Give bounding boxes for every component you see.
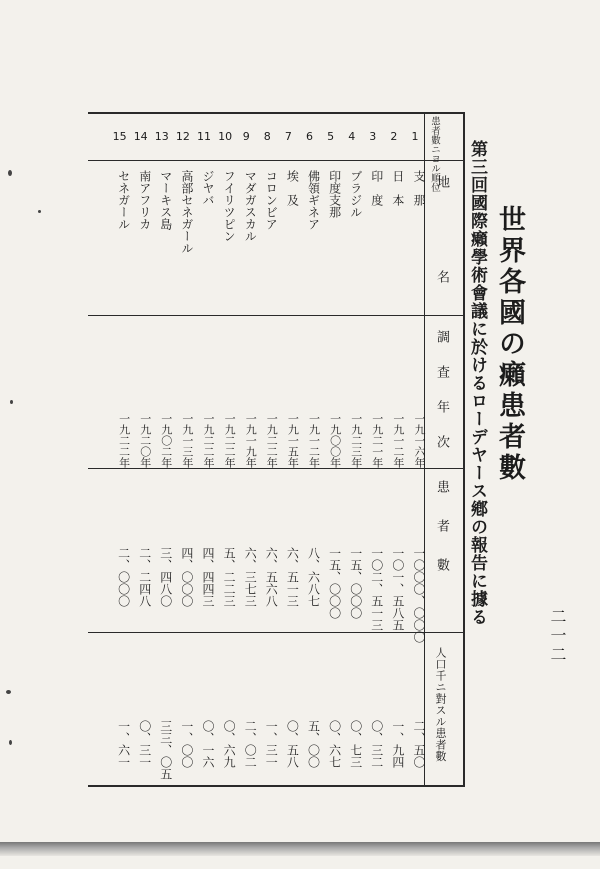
row-location: 印度支那 <box>327 170 342 218</box>
row-divider-2 <box>88 315 464 316</box>
row-patients: 一〇一、五八五 <box>390 547 405 631</box>
row-rank: 2 <box>390 130 398 143</box>
table-top-rule <box>88 112 464 114</box>
header-location: 地名 <box>434 175 449 365</box>
ink-speck <box>9 740 12 745</box>
row-survey-year: 一九一二年 <box>391 413 405 468</box>
row-location: マダガスカル <box>243 170 258 242</box>
row-location: フイリツピン <box>222 170 237 242</box>
row-ratio: 〇、三二 <box>369 720 384 768</box>
row-patients: 二、二四八 <box>137 547 152 607</box>
row-ratio: 一、三一 <box>264 720 279 768</box>
row-location: 南アフリカ <box>137 170 152 230</box>
row-patients: 四、四四三 <box>201 547 215 607</box>
row-patients: 八、六八七 <box>306 547 321 607</box>
row-survey-year: 一九〇二年 <box>159 413 173 468</box>
row-ratio: 二、〇二 <box>243 720 258 768</box>
table-right-rule <box>463 112 465 787</box>
header-ratio: 人口千ニ對スル患者數 <box>434 647 447 762</box>
page-title: 世界各國の癩患者數 <box>494 205 525 484</box>
row-survey-year: 一九二二年 <box>265 413 279 468</box>
row-rank: 3 <box>369 130 377 143</box>
ink-speck <box>8 170 12 176</box>
row-rank: 14 <box>133 130 148 143</box>
row-survey-year: 一九二二年 <box>202 413 215 468</box>
row-divider-3 <box>88 468 464 469</box>
row-location: ブラジル <box>348 170 363 218</box>
row-survey-year: 一九二〇年 <box>138 413 152 468</box>
row-survey-year: 一九〇〇年 <box>328 413 342 468</box>
row-survey-year: 一九二一年 <box>370 413 384 468</box>
row-ratio: 〇、六七 <box>327 720 342 768</box>
row-ratio: 〇、六九 <box>222 720 237 768</box>
row-rank: 1 <box>411 130 419 143</box>
row-location: 印 度 <box>369 170 384 206</box>
row-location: セネガール <box>116 170 131 230</box>
row-ratio: 一、六一 <box>116 720 131 768</box>
page-subtitle: 第三回國際癩學術會議に於けるローデヤース鄕の報告に據る <box>467 140 487 626</box>
row-survey-year: 一九一九年 <box>244 413 258 468</box>
page-edge-shadow <box>0 842 600 856</box>
row-survey-year: 一九一三年 <box>180 413 194 468</box>
row-survey-year: 一九二二年 <box>223 413 237 468</box>
row-patients: 一五、〇〇〇 <box>327 547 342 619</box>
row-rank: 6 <box>306 130 313 143</box>
ink-speck <box>6 690 11 694</box>
row-survey-year: 一九二二年 <box>117 413 131 468</box>
row-location: 埃 及 <box>285 170 300 206</box>
row-location: 支 那 <box>412 170 426 206</box>
row-rank: 5 <box>327 130 335 143</box>
row-rank: 4 <box>348 130 356 143</box>
row-location: マーキス島 <box>158 170 173 230</box>
row-divider-1 <box>88 160 464 161</box>
row-patients: 六、三七三 <box>243 547 258 607</box>
row-patients: 五、二二三 <box>222 547 237 607</box>
row-patients: 四、〇〇〇 <box>179 547 194 607</box>
row-rank: 11 <box>197 130 211 143</box>
row-rank: 7 <box>284 130 292 143</box>
row-survey-year: 一九一五年 <box>286 413 300 468</box>
header-rank: 患者數ニヨル順位 <box>429 116 440 192</box>
row-ratio: 〇、三一 <box>137 720 152 768</box>
ink-speck <box>10 400 13 404</box>
row-patients: 二、〇〇〇 <box>116 547 131 607</box>
row-patients: 三、四八〇 <box>158 547 173 607</box>
ink-speck <box>38 210 41 213</box>
row-location: 高部セネガール <box>179 170 194 254</box>
row-location: 佛領ギネア <box>306 170 321 230</box>
row-survey-year: 一九一二年 <box>307 413 321 468</box>
row-ratio: 〇、一六 <box>201 720 215 768</box>
row-patients: 一〇〇〇、〇〇〇 <box>412 547 426 643</box>
row-patients: 一五、〇〇〇 <box>348 547 363 619</box>
row-rank: 8 <box>263 130 271 143</box>
row-survey-year: 一九一六年 <box>413 413 426 468</box>
row-ratio: 三三、〇五 <box>158 720 173 780</box>
row-patients: 六、五一三 <box>285 547 300 607</box>
row-divider-4 <box>88 632 464 633</box>
row-ratio: 一、〇〇 <box>179 720 194 768</box>
row-ratio: 〇、五八 <box>285 720 300 768</box>
header-survey-year: 調査年次 <box>434 330 449 470</box>
row-location: 日 本 <box>390 170 405 206</box>
row-patients: 一〇二、五一三 <box>369 547 384 631</box>
row-rank: 10 <box>218 130 233 143</box>
row-patients: 六、五六八 <box>264 547 279 607</box>
row-ratio: 二、五〇 <box>412 720 426 768</box>
table-bottom-rule <box>88 785 464 787</box>
row-location: ジヤバ <box>201 170 215 206</box>
row-rank: 13 <box>154 130 169 143</box>
row-ratio: 一、九四 <box>390 720 405 768</box>
row-rank: 12 <box>175 130 190 143</box>
row-ratio: 〇、七三 <box>348 720 363 768</box>
header-patients: 患者數 <box>434 480 449 597</box>
row-location: コロンビア <box>264 170 279 230</box>
row-survey-year: 一九二三年 <box>349 413 363 468</box>
page-number: 二一二 <box>548 608 567 665</box>
row-rank: 15 <box>112 130 127 143</box>
row-rank: 9 <box>242 130 250 143</box>
row-ratio: 五、〇〇 <box>306 720 321 768</box>
